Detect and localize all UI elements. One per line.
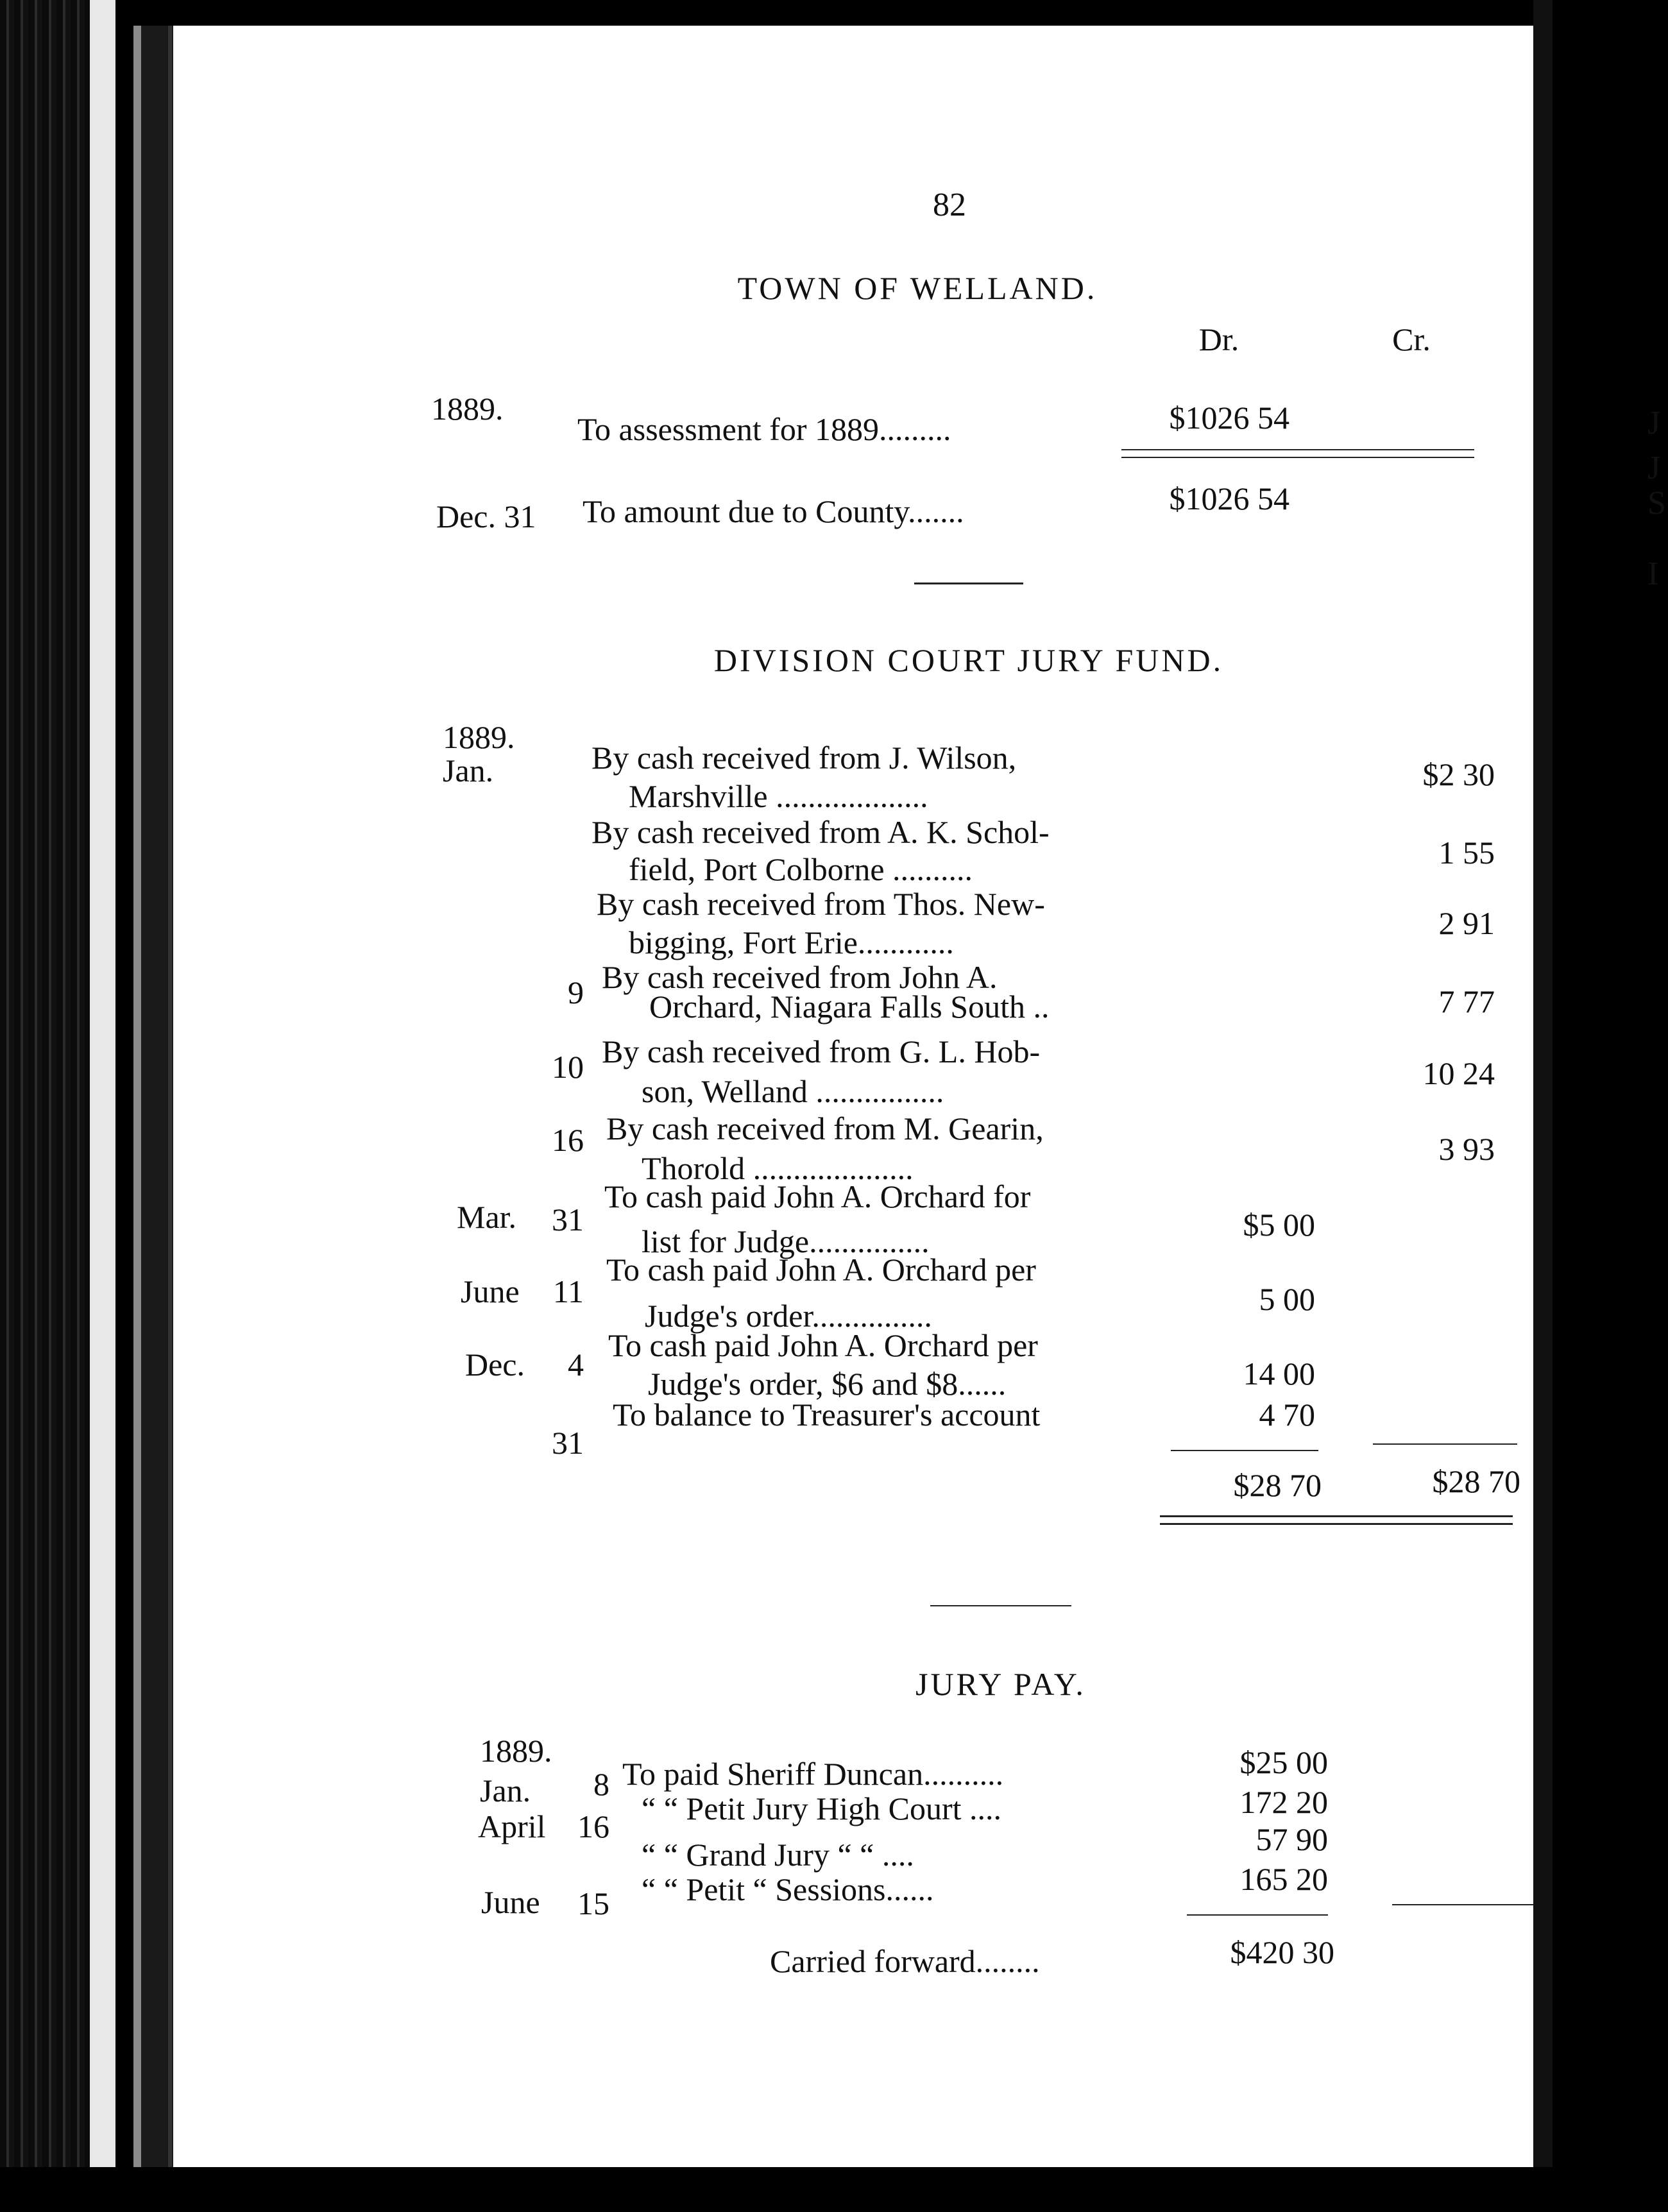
section-title-welland: TOWN OF WELLAND. bbox=[737, 270, 1098, 306]
column-header-cr: Cr. bbox=[1392, 321, 1431, 357]
dr-amount: 4 70 bbox=[1259, 1397, 1315, 1433]
dr-amount: $1026 54 bbox=[1169, 400, 1289, 436]
leader-dots: ......... bbox=[879, 411, 951, 447]
year-label: 1889. bbox=[431, 391, 504, 427]
dr-amount: 5 00 bbox=[1259, 1281, 1315, 1317]
cr-amount: 10 24 bbox=[1422, 1055, 1495, 1091]
day-label: 31 bbox=[552, 1425, 584, 1461]
entry-line: To balance to Treasurer's account bbox=[613, 1397, 1041, 1433]
year-label: 1889. bbox=[443, 719, 515, 755]
carried-forward-label: Carried forward........ bbox=[770, 1943, 1040, 1979]
month-label: Dec. bbox=[465, 1347, 525, 1382]
dr-amount: 14 00 bbox=[1243, 1356, 1315, 1391]
page-edge-line bbox=[168, 26, 172, 2194]
page-number: 82 bbox=[933, 187, 966, 223]
top-border bbox=[115, 0, 1559, 26]
section-title-division: DIVISION COURT JURY FUND. bbox=[713, 642, 1224, 678]
entry-line: Judge's order, $6 and $8...... bbox=[648, 1366, 1007, 1402]
carried-forward-amount: $420 30 bbox=[1230, 1934, 1334, 1970]
bottom-border bbox=[0, 2167, 1668, 2212]
entry-line: Thorold .................... bbox=[642, 1150, 914, 1186]
entry-text bbox=[583, 493, 964, 530]
dr-amount: $1026 54 bbox=[1169, 481, 1289, 516]
month-label: April bbox=[478, 1808, 546, 1844]
entry-line: “ “ Grand Jury “ “ .... bbox=[642, 1837, 914, 1873]
entry-text-main: To amount due to County bbox=[583, 493, 908, 529]
dr-amount: 165 20 bbox=[1239, 1861, 1328, 1897]
sum-rule bbox=[1187, 1914, 1328, 1916]
next-page-char: J bbox=[1647, 450, 1661, 486]
entry-line: By cash received from G. L. Hob- bbox=[602, 1034, 1041, 1069]
day-label: 31 bbox=[552, 1202, 584, 1238]
sum-rule bbox=[1121, 457, 1474, 458]
entry-line: “ “ Petit “ Sessions...... bbox=[642, 1871, 934, 1907]
entry-line: By cash received from J. Wilson, bbox=[591, 740, 1017, 776]
day-label: 16 bbox=[552, 1122, 584, 1158]
section-divider bbox=[914, 583, 1023, 584]
date-label: Dec. 31 bbox=[436, 498, 536, 534]
column-header-dr: Dr. bbox=[1198, 321, 1239, 357]
section-divider bbox=[930, 1605, 1071, 1606]
entry-line: To cash paid John A. Orchard per bbox=[608, 1327, 1038, 1363]
entry-line: By cash received from Thos. New- bbox=[597, 886, 1045, 922]
month-label: Mar. bbox=[457, 1199, 517, 1235]
cr-amount: 3 93 bbox=[1438, 1131, 1495, 1167]
sum-rule bbox=[1373, 1443, 1517, 1445]
entry-text bbox=[577, 411, 951, 448]
day-label: 11 bbox=[552, 1273, 584, 1309]
sum-rule bbox=[1392, 1904, 1533, 1905]
entry-line: To cash paid John A. Orchard for bbox=[604, 1178, 1031, 1214]
entry-line: By cash received from John A. bbox=[602, 959, 998, 995]
double-rule bbox=[1160, 1515, 1513, 1517]
cr-amount: 7 77 bbox=[1438, 983, 1495, 1019]
day-label: 16 bbox=[577, 1808, 609, 1844]
cr-total: $28 70 bbox=[1432, 1463, 1520, 1499]
dr-amount: 57 90 bbox=[1255, 1821, 1328, 1857]
sum-rule bbox=[1171, 1450, 1318, 1451]
entry-line: list for Judge............... bbox=[642, 1223, 930, 1259]
day-label: 8 bbox=[593, 1766, 609, 1802]
cr-amount: 2 91 bbox=[1438, 905, 1495, 941]
sum-rule bbox=[1121, 449, 1474, 450]
month-label: Jan. bbox=[480, 1773, 531, 1808]
entry-line: son, Welland ................ bbox=[642, 1073, 944, 1109]
cr-amount: $2 30 bbox=[1422, 756, 1495, 792]
leader-dots: ....... bbox=[908, 493, 964, 529]
day-label: 15 bbox=[577, 1885, 609, 1921]
next-page-char: J bbox=[1647, 405, 1661, 441]
day-label: 4 bbox=[568, 1347, 584, 1382]
entry-line: To cash paid John A. Orchard per bbox=[606, 1252, 1036, 1288]
dr-amount: $25 00 bbox=[1239, 1744, 1328, 1780]
entry-text-main: To assessment for 1889 bbox=[577, 411, 880, 447]
entry-line: By cash received from A. K. Schol- bbox=[591, 814, 1050, 850]
entry-line: “ “ Petit Jury High Court .... bbox=[642, 1791, 1002, 1826]
month-label: June bbox=[461, 1273, 520, 1309]
next-page-char: S bbox=[1647, 485, 1666, 522]
section-title-jury: JURY PAY. bbox=[915, 1666, 1086, 1702]
month-label: June bbox=[481, 1884, 540, 1920]
binding-strip bbox=[90, 0, 115, 2212]
entry-line: bigging, Fort Erie............ bbox=[629, 924, 954, 960]
right-border bbox=[1553, 0, 1668, 2212]
dr-amount: 172 20 bbox=[1239, 1784, 1328, 1820]
dr-total: $28 70 bbox=[1233, 1467, 1322, 1503]
entry-line: To paid Sheriff Duncan.......... bbox=[622, 1756, 1004, 1792]
entry-line: By cash received from M. Gearin, bbox=[606, 1110, 1044, 1146]
entry-line: field, Port Colborne .......... bbox=[629, 851, 973, 887]
entry-line: Marshville ................... bbox=[629, 778, 928, 814]
year-label: 1889. bbox=[480, 1733, 552, 1769]
month-label: Jan. bbox=[443, 753, 494, 788]
cr-amount: 1 55 bbox=[1438, 835, 1495, 871]
binding-shadow-left bbox=[0, 0, 90, 2212]
next-page-char: I bbox=[1647, 556, 1659, 592]
double-rule bbox=[1160, 1523, 1513, 1525]
dr-amount: $5 00 bbox=[1243, 1207, 1315, 1243]
entry-line: Judge's order............... bbox=[645, 1298, 932, 1334]
page-edge-shadow bbox=[115, 0, 173, 2212]
entry-line: Orchard, Niagara Falls South .. bbox=[649, 989, 1050, 1025]
day-label: 10 bbox=[552, 1049, 584, 1085]
day-label: 9 bbox=[568, 974, 584, 1010]
